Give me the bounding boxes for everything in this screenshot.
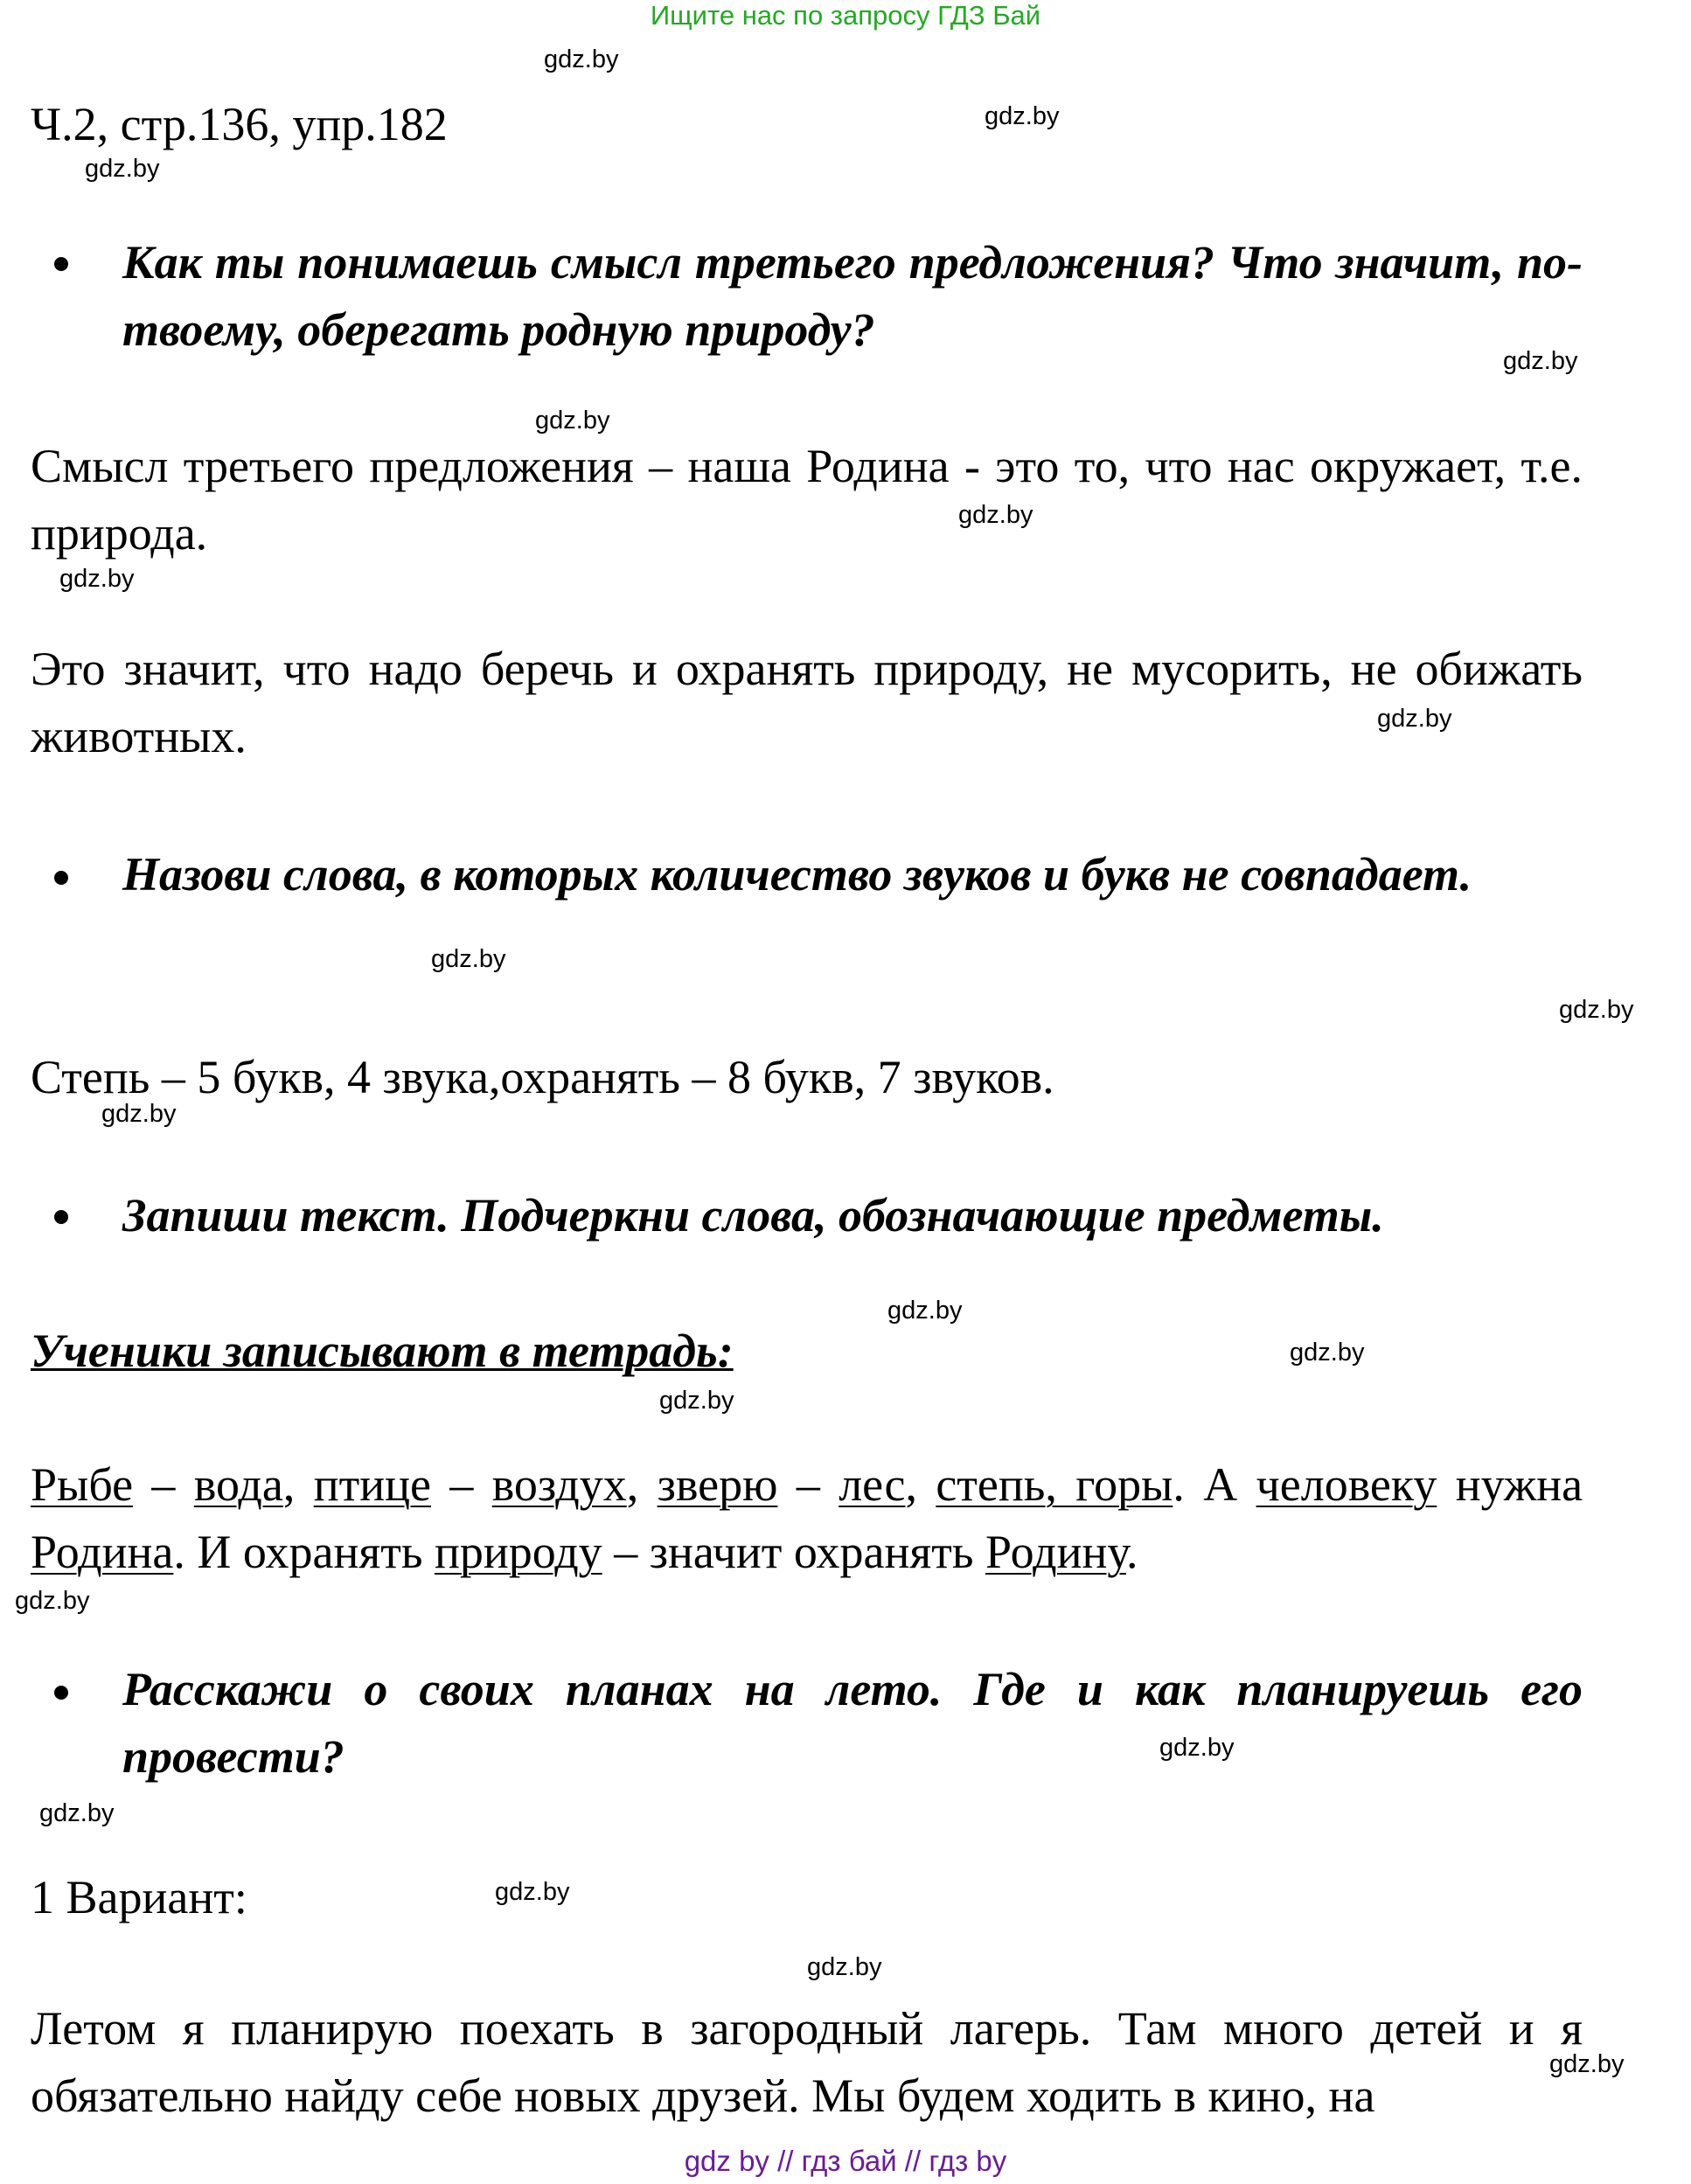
underlined-noun: воздух	[491, 1458, 627, 1511]
bullet-icon	[54, 871, 68, 885]
notebook-heading: Ученики записывают в тетрадь:	[31, 1325, 734, 1377]
dictation-text	[31, 1451, 1583, 1586]
text-fragment: .	[1125, 1526, 1138, 1578]
underlined-noun: вода	[193, 1458, 283, 1511]
exercise-reference: Ч.2, стр.136, упр.182	[31, 98, 448, 150]
answer-2: Степь – 5 букв, 4 звука,охранять – 8 букв, 7 звуков.	[31, 1051, 1054, 1103]
watermark: gdz.by	[544, 45, 619, 73]
underlined-noun: человеку	[1256, 1458, 1437, 1511]
question-3: Запиши текст. Подчеркни слова, обозначающие предметы.	[122, 1189, 1384, 1242]
watermark: gdz.by	[1290, 1339, 1365, 1367]
watermark: gdz.by	[15, 1587, 90, 1615]
text-fragment: – значит охранять	[602, 1526, 985, 1578]
text-fragment: ,	[282, 1458, 314, 1511]
watermark: gdz.by	[1503, 347, 1578, 375]
watermark: gdz.by	[495, 1878, 570, 1906]
question-1: Как ты понимаешь смысл третьего предложения? Что значит, по-твоему, оберегать родную природу?	[122, 236, 1583, 356]
watermark: gdz.by	[85, 155, 160, 183]
top-banner[interactable]: Ищите нас по запросу ГДЗ Бай	[650, 0, 1041, 31]
text-fragment: –	[133, 1458, 194, 1511]
text-fragment: . А	[1173, 1458, 1256, 1511]
answer-4: Летом я планирую поехать в загородный лагерь. Там много детей и я обязательно найду себе новых друзей. Мы будем ходить в кино, на	[31, 2002, 1583, 2122]
text-fragment: ,	[626, 1458, 658, 1511]
watermark: gdz.by	[431, 945, 506, 973]
watermark: gdz.by	[887, 1297, 963, 1325]
text-fragment: –	[430, 1458, 492, 1511]
underlined-noun: зверю	[657, 1458, 778, 1511]
text-fragment: нужна	[1437, 1458, 1583, 1511]
watermark: gdz.by	[39, 1799, 115, 1827]
text-fragment: ,	[905, 1458, 936, 1511]
bullet-icon	[54, 257, 68, 271]
watermark: gdz.by	[659, 1387, 734, 1415]
answer-1-paragraph-2: Это значит, что надо беречь и охранять природу, не мусорить, не обижать животных.	[31, 643, 1583, 762]
underlined-noun: Рыбе	[31, 1458, 134, 1511]
underlined-noun: природу	[434, 1526, 602, 1578]
bullet-icon	[54, 1686, 68, 1700]
watermark: gdz.by	[985, 102, 1060, 130]
underlined-noun: лес	[839, 1458, 906, 1511]
underlined-noun: степь, горы	[936, 1458, 1173, 1511]
watermark: gdz.by	[958, 501, 1033, 529]
variant-label: 1 Вариант:	[31, 1871, 247, 1923]
watermark: gdz.by	[59, 565, 135, 593]
underlined-noun: птице	[313, 1458, 431, 1511]
watermark: gdz.by	[101, 1100, 177, 1128]
text-fragment: . И охранять	[173, 1526, 435, 1578]
underlined-noun: Родина	[31, 1526, 174, 1578]
watermark: gdz.by	[1159, 1734, 1235, 1762]
footer-links[interactable]: gdz by // гдз бай // гдз by	[684, 2145, 1007, 2177]
question-4: Расскажи о своих планах на лето. Где и как планируешь его провести?	[122, 1663, 1583, 1783]
watermark: gdz.by	[535, 407, 610, 435]
question-2: Назови слова, в которых количество звуков и букв не совпадает.	[122, 848, 1472, 901]
text-fragment: –	[777, 1458, 839, 1511]
watermark: gdz.by	[807, 1953, 882, 1981]
underlined-noun: Родину	[985, 1526, 1126, 1578]
watermark: gdz.by	[1559, 996, 1634, 1024]
watermark: gdz.by	[1377, 705, 1452, 733]
watermark: gdz.by	[1549, 2050, 1625, 2078]
bullet-icon	[54, 1210, 68, 1224]
answer-1-paragraph-1: Смысл третьего предложения – наша Родина - это то, что нас окружает, т.е. природа.	[31, 440, 1583, 560]
